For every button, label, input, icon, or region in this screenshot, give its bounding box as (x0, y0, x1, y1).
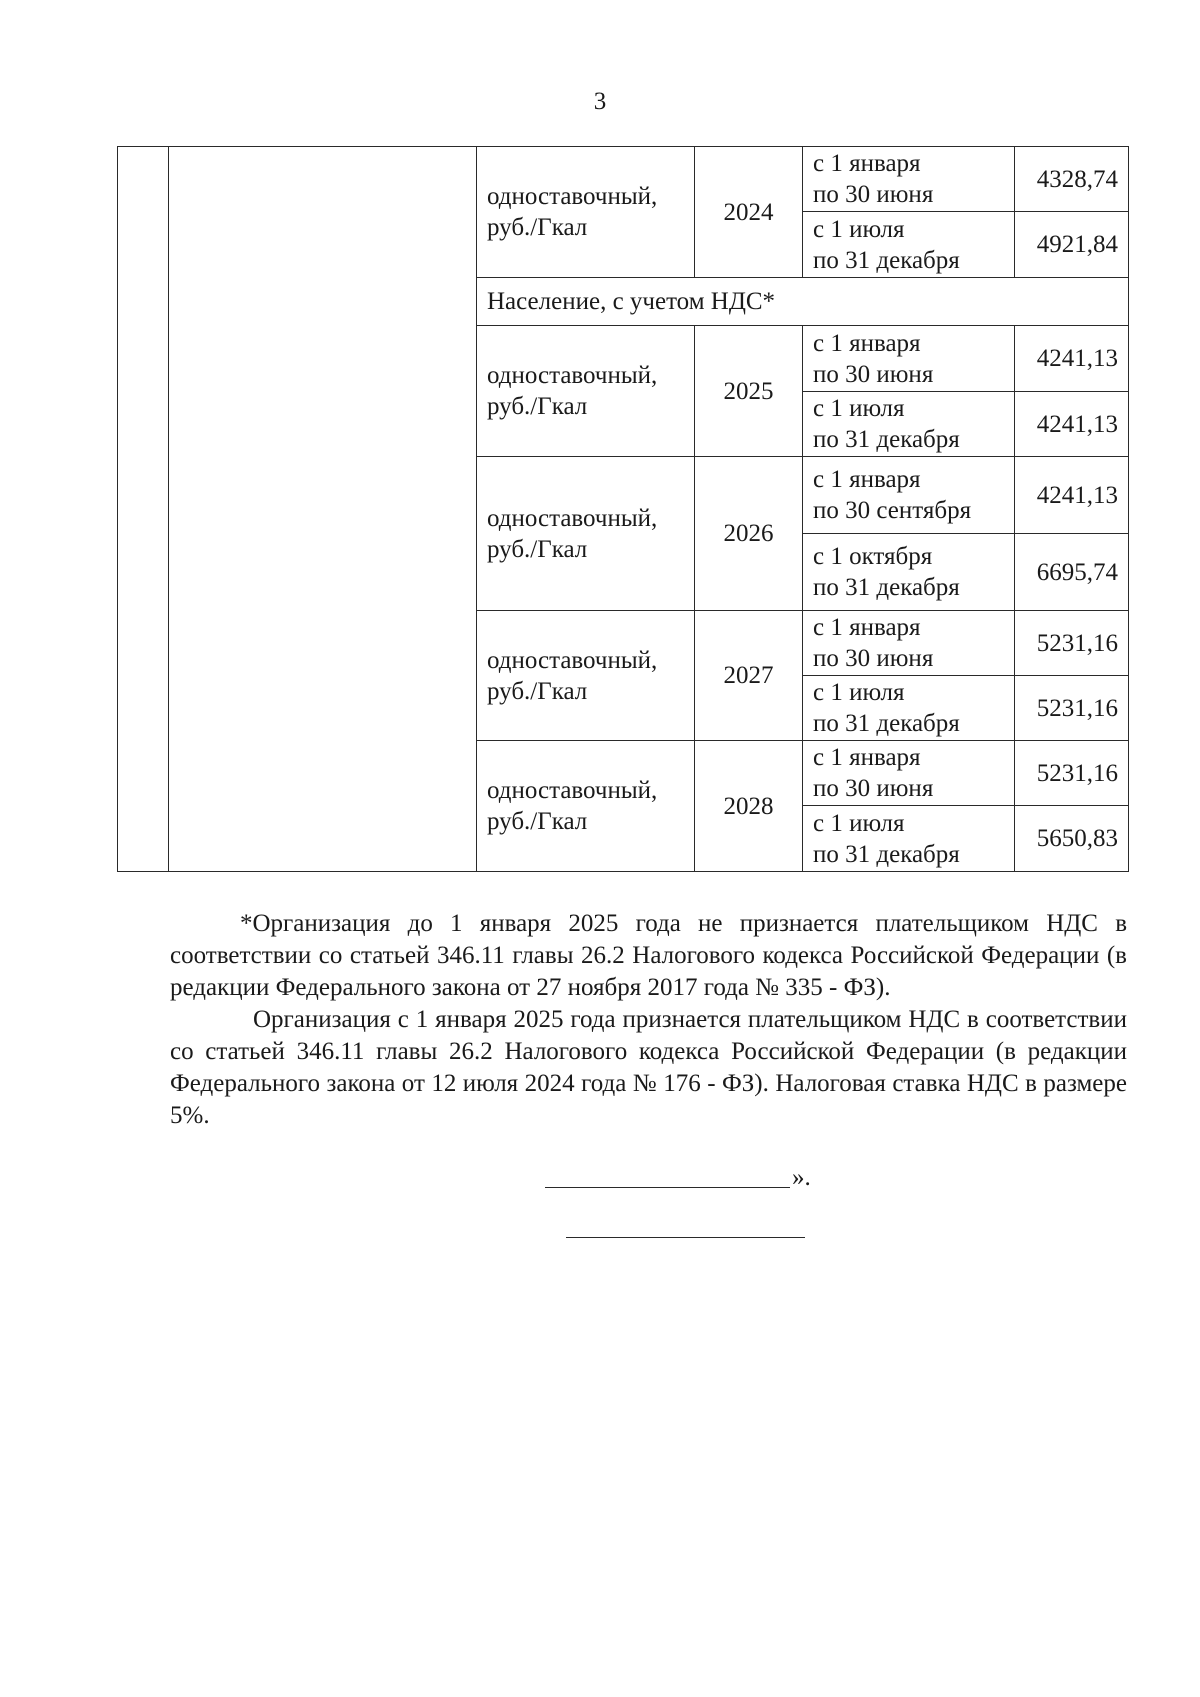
organization-column-cell (169, 147, 477, 872)
period-cell (803, 806, 1015, 872)
page-number: 3 (593, 88, 607, 115)
period-start: с 1 июля (813, 679, 905, 706)
period-cell (803, 741, 1015, 806)
signature-line (545, 1187, 790, 1188)
tariff-kind-cell: одноставочный, руб./Гкал (477, 611, 695, 741)
year-cell: 2024 (695, 147, 803, 278)
footnotes (170, 908, 1127, 1132)
period-cell (803, 457, 1015, 534)
tariff-value-cell: 5231,16 (1015, 741, 1129, 806)
tariff-value-cell: 4241,13 (1015, 392, 1129, 457)
number-column-cell (118, 147, 169, 872)
year-cell: 2025 (695, 326, 803, 457)
period-start: с 1 января (813, 614, 921, 641)
table-row (118, 147, 1129, 212)
end-divider-line (566, 1237, 805, 1238)
period-end: по 30 июня (813, 645, 934, 672)
year-cell: 2028 (695, 741, 803, 872)
tariff-kind-cell: одноставочный, руб./Гкал (477, 741, 695, 872)
period-start: с 1 января (813, 329, 921, 357)
tariff-value-cell: 4241,13 (1015, 326, 1129, 392)
section-header-cell: Население, с учетом НДС* (477, 278, 1129, 326)
period-end: по 30 июня (813, 775, 934, 802)
tariff-value-cell: 4241,13 (1015, 457, 1129, 534)
period-cell (803, 392, 1015, 457)
period-cell (803, 326, 1015, 392)
footnote-vat-from-2025: Организация с 1 января 2025 года признается плательщиком НДС в соответствии со статьей 346.11 главы 26.2 Налогового кодекса Российской Федерации (в редакции Федерального закона от 12 июля 2024 года № 176 - ФЗ). Налоговая ставка НДС в размере 5%. (170, 1006, 1127, 1129)
period-cell (803, 676, 1015, 741)
period-end: по 31 декабря (813, 246, 960, 274)
tariff-value-cell: 4921,84 (1015, 212, 1129, 278)
tariff-kind-cell: одноставочный, руб./Гкал (477, 147, 695, 278)
year-cell: 2027 (695, 611, 803, 741)
tariff-table (117, 146, 1129, 872)
period-start: с 1 октября (813, 543, 933, 570)
tariff-value-cell: 6695,74 (1015, 534, 1129, 611)
tariff-kind-cell: одноставочный, руб./Гкал (477, 326, 695, 457)
tariff-value-cell: 5231,16 (1015, 676, 1129, 741)
period-start: с 1 января (813, 744, 921, 771)
footnote-vat-before-2025: *Организация до 1 января 2025 года не признается плательщиком НДС в соответствии со статьей 346.11 главы 26.2 Налогового кодекса Российской Федерации (в редакции Федерального закона от 27 ноября 2017 года № 335 - ФЗ). (170, 910, 1127, 1001)
tariff-kind-cell: одноставочный, руб./Гкал (477, 457, 695, 611)
period-start: с 1 июля (813, 215, 905, 243)
year-cell: 2026 (695, 457, 803, 611)
period-end: по 30 июня (813, 181, 934, 208)
period-end: по 31 декабря (813, 710, 960, 737)
period-start: с 1 июля (813, 395, 905, 422)
period-cell (803, 611, 1015, 676)
period-end: по 31 декабря (813, 574, 960, 601)
period-end: по 31 декабря (813, 840, 960, 868)
period-end: по 31 декабря (813, 426, 960, 453)
period-start: с 1 января (813, 466, 921, 493)
period-start: с 1 января (813, 150, 921, 177)
tariff-value-cell: 5231,16 (1015, 611, 1129, 676)
period-cell (803, 212, 1015, 278)
closing-quote: ». (792, 1164, 811, 1191)
period-cell (803, 534, 1015, 611)
tariff-value-cell: 5650,83 (1015, 806, 1129, 872)
tariff-value-cell: 4328,74 (1015, 147, 1129, 212)
period-end: по 30 июня (813, 360, 934, 388)
period-cell (803, 147, 1015, 212)
period-start: с 1 июля (813, 809, 905, 837)
period-end: по 30 сентября (813, 497, 972, 524)
